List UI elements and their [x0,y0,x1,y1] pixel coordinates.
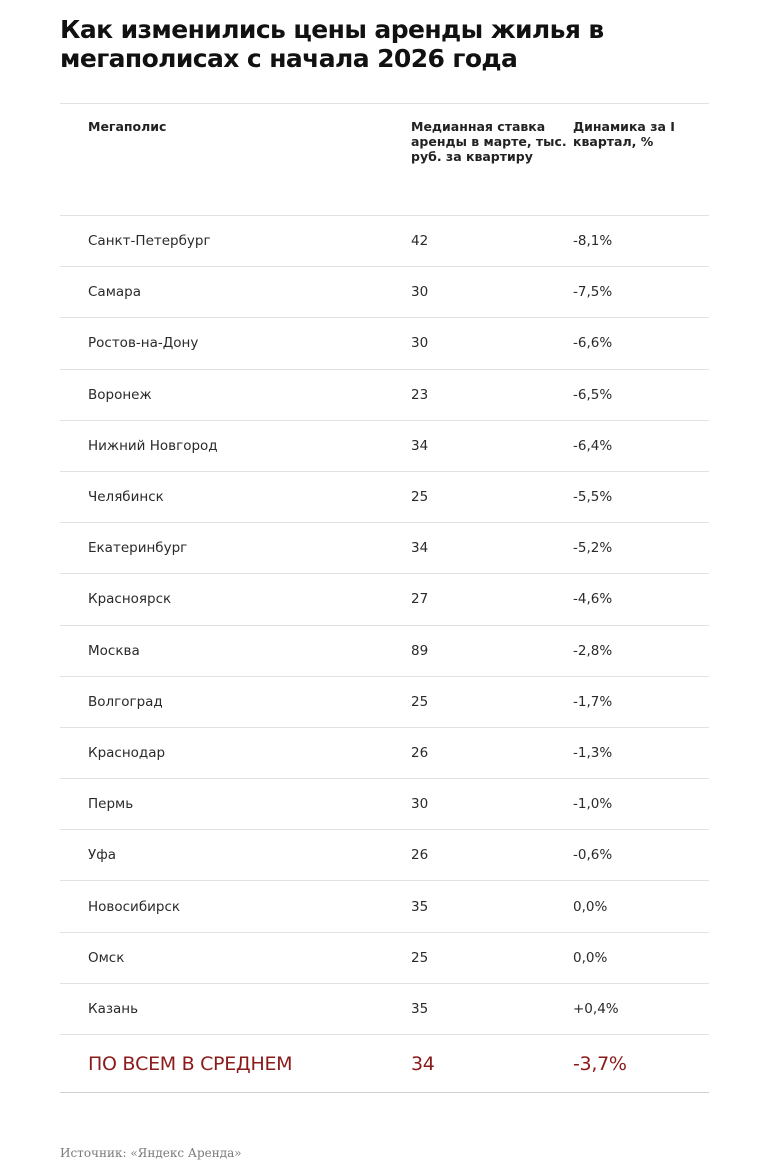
cell-change: +0,4% [573,1000,619,1017]
cell-rent: 26 [411,744,429,761]
table-row [60,420,709,471]
cell-city: Казань [88,1000,139,1017]
cell-city: Пермь [88,796,134,813]
page-title: Как изменились цены аренды жилья в мегаполисах с начала 2026 года [60,15,604,73]
total-change: -3,7% [573,1052,627,1075]
cell-change: -5,5% [573,489,613,506]
cell-rent: 89 [411,642,429,659]
cell-change: 0,0% [573,898,608,915]
cell-city: Красноярск [88,591,172,608]
table-body [60,216,709,1093]
cell-city: Москва [88,642,140,659]
cell-city: Челябинск [88,489,164,506]
header-change: Динамика за I квартал, % [573,119,675,149]
cell-city: Уфа [88,847,117,864]
cell-change: -6,5% [573,386,613,403]
table-row [60,830,709,881]
cell-rent: 30 [411,796,429,813]
cell-city: Волгоград [88,693,163,710]
cell-change: -5,2% [573,540,613,557]
table-row [60,881,709,932]
cell-change: -4,6% [573,591,613,608]
cell-change: -8,1% [573,233,613,250]
cell-city: Омск [88,949,125,966]
cell-change: -1,7% [573,693,613,710]
cell-rent: 25 [411,693,429,710]
cell-change: 0,0% [573,949,608,966]
cell-city: Воронеж [88,386,152,403]
table-row [60,983,709,1034]
cell-change: -7,5% [573,284,613,301]
header-rent: Медианная ставка аренды в марте, тыс. руб. за квартиру [411,119,567,164]
cell-rent: 35 [411,1000,429,1017]
table-header-row [60,104,709,216]
cell-rent: 26 [411,847,429,864]
cell-change: -1,3% [573,744,613,761]
table-row [60,574,709,625]
table-row [60,216,709,267]
cell-rent: 34 [411,437,429,454]
cell-rent: 35 [411,898,429,915]
cell-change: -2,8% [573,642,613,659]
table-row [60,727,709,778]
cell-rent: 30 [411,335,429,352]
total-label: ПО ВСЕМ В СРЕДНЕМ [88,1052,293,1075]
cell-change: -6,6% [573,335,613,352]
table-row [60,523,709,574]
table-total-row [60,1035,709,1093]
table-row [60,932,709,983]
rent-table-container [60,103,709,1093]
cell-rent: 25 [411,949,429,966]
cell-city: Новосибирск [88,898,181,915]
cell-city: Екатеринбург [88,540,188,557]
cell-change: -1,0% [573,796,613,813]
cell-rent: 42 [411,233,429,250]
cell-change: -0,6% [573,847,613,864]
rent-table [60,103,709,1093]
total-rent: 34 [411,1052,435,1075]
source-note: Источник: «Яндекс Аренда» [60,1146,242,1160]
cell-rent: 25 [411,489,429,506]
cell-change: -6,4% [573,437,613,454]
table-row [60,318,709,369]
table-row [60,369,709,420]
cell-city: Санкт-Петербург [88,233,211,250]
cell-rent: 23 [411,386,429,403]
cell-rent: 34 [411,540,429,557]
cell-city: Краснодар [88,744,166,761]
header-city: Мегаполис [88,119,167,134]
cell-city: Ростов-на-Дону [88,335,199,352]
cell-city: Нижний Новгород [88,437,218,454]
table-row [60,676,709,727]
cell-rent: 27 [411,591,429,608]
table-row [60,267,709,318]
table-row [60,471,709,522]
table-row [60,779,709,830]
cell-city: Самара [88,284,141,301]
table-header [60,104,709,216]
cell-rent: 30 [411,284,429,301]
table-row [60,625,709,676]
